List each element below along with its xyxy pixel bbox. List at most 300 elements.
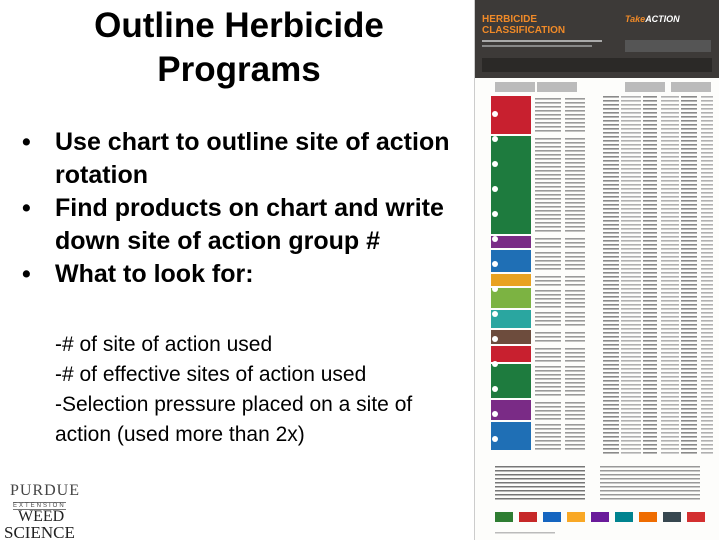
poster-text-line xyxy=(701,424,713,426)
poster-footer xyxy=(475,460,719,540)
poster-text-line xyxy=(701,120,713,122)
poster-text-line xyxy=(661,176,679,178)
poster-text-line xyxy=(535,246,561,248)
poster-text-line xyxy=(535,386,561,388)
poster-text-line xyxy=(681,168,697,170)
poster-text-line xyxy=(535,162,561,164)
poster-text-line xyxy=(603,320,619,322)
poster-text-line xyxy=(643,200,657,202)
poster-text-line xyxy=(535,146,561,148)
poster-text-line xyxy=(535,316,561,318)
poster-text-line xyxy=(535,414,561,416)
poster-text-line xyxy=(661,160,679,162)
poster-text-line xyxy=(643,408,657,410)
poster-text-line xyxy=(661,432,679,434)
poster-text-line xyxy=(621,336,641,338)
poster-text-line xyxy=(681,160,697,162)
poster-text-line xyxy=(621,108,641,110)
poster-text-line xyxy=(643,136,657,138)
poster-text-line xyxy=(565,256,585,258)
poster-text-line xyxy=(603,392,619,394)
poster-text-line xyxy=(603,284,619,286)
sub-item: -# of site of action used xyxy=(55,333,273,356)
poster-text-line xyxy=(661,412,679,414)
poster-text-line xyxy=(535,222,561,224)
poster-text-line xyxy=(643,424,657,426)
poster-text-line xyxy=(565,294,585,296)
poster-text-line xyxy=(535,202,561,204)
poster-text-line xyxy=(565,198,585,200)
poster-text-line xyxy=(681,232,697,234)
poster-text-line xyxy=(603,380,619,382)
poster-text-line xyxy=(681,296,697,298)
poster-text-line xyxy=(643,388,657,390)
poster-text-line xyxy=(701,172,713,174)
poster-text-line xyxy=(661,228,679,230)
poster-text-line xyxy=(643,232,657,234)
poster-text-line xyxy=(643,208,657,210)
poster-text-line xyxy=(643,220,657,222)
poster-header xyxy=(475,0,719,78)
poster-text-line xyxy=(621,220,641,222)
poster-text-line xyxy=(643,308,657,310)
poster-text-line xyxy=(661,152,679,154)
poster-text-line xyxy=(701,340,713,342)
poster-text-line xyxy=(643,356,657,358)
poster-text-line xyxy=(621,320,641,322)
poster-text-line xyxy=(661,280,679,282)
poster-text-line xyxy=(661,296,679,298)
sponsor-logo xyxy=(591,512,609,522)
poster-text-line xyxy=(661,224,679,226)
poster-text-line xyxy=(535,256,561,258)
poster-text-line xyxy=(643,292,657,294)
poster-footer-text xyxy=(600,466,700,468)
poster-text-line xyxy=(681,212,697,214)
herbicide-classification-poster xyxy=(474,0,719,540)
bullet-item: • Find products on chart and write down site of action group # xyxy=(22,194,444,255)
poster-text-line xyxy=(681,100,697,102)
poster-text-line xyxy=(535,126,561,128)
poster-text-line xyxy=(565,414,585,416)
poster-text-line xyxy=(565,360,585,362)
poster-text-line xyxy=(603,200,619,202)
poster-text-line xyxy=(661,324,679,326)
poster-text-line xyxy=(603,96,619,98)
poster-text-line xyxy=(681,228,697,230)
poster-text-line xyxy=(701,272,713,274)
poster-text-line xyxy=(535,98,561,100)
poster-text-line xyxy=(681,124,697,126)
poster-text-line xyxy=(701,448,713,450)
poster-text-line xyxy=(643,304,657,306)
poster-text-line xyxy=(621,420,641,422)
poster-footer-text xyxy=(600,478,700,480)
poster-text-line xyxy=(681,128,697,130)
poster-text-line xyxy=(603,132,619,134)
poster-text-line xyxy=(565,440,585,442)
poster-text-line xyxy=(621,328,641,330)
poster-text-line xyxy=(621,452,641,454)
poster-text-line xyxy=(661,288,679,290)
poster-text-line xyxy=(565,170,585,172)
poster-text-line xyxy=(565,316,585,318)
poster-text-line xyxy=(603,324,619,326)
poster-group-marker xyxy=(492,111,498,117)
poster-text-line xyxy=(535,336,561,338)
poster-text-line xyxy=(643,312,657,314)
poster-text-line xyxy=(661,336,679,338)
poster-footer-text xyxy=(495,470,585,472)
poster-text-line xyxy=(565,226,585,228)
poster-text-line xyxy=(643,188,657,190)
poster-text-line xyxy=(603,220,619,222)
poster-text-line xyxy=(643,256,657,258)
poster-text-line xyxy=(661,420,679,422)
poster-text-line xyxy=(661,100,679,102)
poster-text-line xyxy=(643,288,657,290)
poster-text-line xyxy=(681,208,697,210)
poster-text-line xyxy=(681,320,697,322)
poster-text-line xyxy=(661,364,679,366)
poster-text-line xyxy=(535,230,561,232)
poster-text-line xyxy=(643,332,657,334)
poster-text-line xyxy=(661,164,679,166)
poster-group-band xyxy=(491,250,531,272)
poster-text-line xyxy=(643,96,657,98)
bullet-dot-icon: • xyxy=(22,260,31,288)
poster-text-line xyxy=(643,432,657,434)
poster-text-line xyxy=(603,192,619,194)
poster-text-line xyxy=(603,340,619,342)
poster-text-line xyxy=(535,432,561,434)
poster-text-line xyxy=(621,384,641,386)
poster-footer-text xyxy=(600,486,700,488)
poster-col-header xyxy=(671,82,711,92)
poster-text-line xyxy=(701,420,713,422)
poster-text-line xyxy=(643,124,657,126)
poster-group-marker xyxy=(492,161,498,167)
poster-text-line xyxy=(701,300,713,302)
poster-text-line xyxy=(701,404,713,406)
poster-text-line xyxy=(661,256,679,258)
poster-text-line xyxy=(661,356,679,358)
poster-text-line xyxy=(565,238,585,240)
poster-text-line xyxy=(701,292,713,294)
poster-text-line xyxy=(621,372,641,374)
poster-text-line xyxy=(681,152,697,154)
poster-text-line xyxy=(701,284,713,286)
poster-text-line xyxy=(621,288,641,290)
poster-text-line xyxy=(661,244,679,246)
poster-text-line xyxy=(701,200,713,202)
poster-text-line xyxy=(565,424,585,426)
poster-text-line xyxy=(621,192,641,194)
poster-footer-text xyxy=(495,466,585,468)
poster-text-line xyxy=(701,144,713,146)
poster-text-line xyxy=(535,378,561,380)
poster-text-line xyxy=(565,366,585,368)
poster-text-line xyxy=(621,440,641,442)
sponsor-logo xyxy=(567,512,585,522)
poster-text-line xyxy=(681,248,697,250)
poster-text-line xyxy=(643,440,657,442)
poster-text-line xyxy=(701,180,713,182)
poster-text-line xyxy=(701,156,713,158)
poster-text-line xyxy=(643,176,657,178)
poster-text-line xyxy=(643,100,657,102)
poster-text-line xyxy=(681,308,697,310)
poster-text-line xyxy=(603,280,619,282)
poster-text-line xyxy=(701,168,713,170)
poster-text-line xyxy=(535,332,561,334)
poster-text-line xyxy=(661,436,679,438)
poster-text-line xyxy=(565,130,585,132)
poster-text-line xyxy=(535,352,561,354)
slide-title xyxy=(0,4,478,92)
poster-text-line xyxy=(621,380,641,382)
poster-text-line xyxy=(621,248,641,250)
poster-text-line xyxy=(565,444,585,446)
poster-text-line xyxy=(535,170,561,172)
poster-text-line xyxy=(621,176,641,178)
poster-footer-text xyxy=(495,498,585,500)
poster-text-line xyxy=(603,304,619,306)
poster-text-line xyxy=(621,296,641,298)
poster-text-line xyxy=(603,176,619,178)
poster-text-line xyxy=(661,348,679,350)
poster-text-line xyxy=(565,320,585,322)
poster-text-line xyxy=(535,290,561,292)
poster-text-line xyxy=(661,192,679,194)
poster-text-line xyxy=(681,304,697,306)
poster-text-line xyxy=(565,178,585,180)
poster-text-line xyxy=(701,336,713,338)
poster-text-line xyxy=(565,260,585,262)
poster-footer-text xyxy=(495,482,585,484)
poster-text-line xyxy=(621,124,641,126)
poster-group-marker xyxy=(492,361,498,367)
poster-text-line xyxy=(643,384,657,386)
poster-text-line xyxy=(661,236,679,238)
poster-text-line xyxy=(661,172,679,174)
poster-text-line xyxy=(621,360,641,362)
poster-text-line xyxy=(661,452,679,454)
poster-text-line xyxy=(701,164,713,166)
poster-group-band xyxy=(491,400,531,420)
poster-text-line xyxy=(621,412,641,414)
poster-text-line xyxy=(621,292,641,294)
poster-text-line xyxy=(535,102,561,104)
poster-text-line xyxy=(643,344,657,346)
poster-text-line xyxy=(535,410,561,412)
poster-text-line xyxy=(565,312,585,314)
poster-text-line xyxy=(603,124,619,126)
poster-text-line xyxy=(701,104,713,106)
poster-header-bar xyxy=(482,58,712,72)
poster-text-line xyxy=(565,340,585,342)
poster-text-line xyxy=(681,368,697,370)
poster-text-line xyxy=(603,292,619,294)
poster-text-line xyxy=(643,240,657,242)
poster-text-line xyxy=(621,240,641,242)
poster-text-line xyxy=(565,98,585,100)
poster-text-line xyxy=(621,300,641,302)
poster-text-line xyxy=(535,242,561,244)
poster-text-line xyxy=(535,356,561,358)
poster-text-line xyxy=(603,172,619,174)
poster-text-line xyxy=(701,324,713,326)
poster-text-line xyxy=(535,302,561,304)
poster-text-line xyxy=(535,206,561,208)
poster-text-line xyxy=(621,120,641,122)
poster-text-line xyxy=(681,404,697,406)
poster-text-line xyxy=(681,268,697,270)
poster-text-line xyxy=(681,348,697,350)
poster-text-line xyxy=(643,404,657,406)
poster-footer-text xyxy=(495,486,585,488)
sponsor-logo xyxy=(495,512,513,522)
poster-text-line xyxy=(701,280,713,282)
poster-text-line xyxy=(565,154,585,156)
poster-group-marker xyxy=(492,286,498,292)
poster-text-line xyxy=(603,400,619,402)
poster-text-line xyxy=(701,232,713,234)
poster-text-line xyxy=(701,416,713,418)
poster-text-line xyxy=(701,116,713,118)
poster-text-line xyxy=(701,244,713,246)
poster-text-line xyxy=(681,164,697,166)
poster-text-line xyxy=(643,172,657,174)
poster-text-line xyxy=(603,360,619,362)
poster-text-line xyxy=(643,420,657,422)
poster-text-line xyxy=(565,206,585,208)
poster-text-line xyxy=(701,136,713,138)
poster-text-line xyxy=(621,400,641,402)
poster-text-line xyxy=(701,348,713,350)
poster-text-line xyxy=(643,260,657,262)
poster-text-line xyxy=(603,308,619,310)
poster-text-line xyxy=(681,324,697,326)
poster-text-line xyxy=(535,424,561,426)
poster-text-line xyxy=(681,336,697,338)
poster-text-line xyxy=(621,432,641,434)
poster-text-line xyxy=(535,158,561,160)
poster-text-line xyxy=(681,220,697,222)
poster-text-line xyxy=(701,364,713,366)
poster-text-line xyxy=(565,276,585,278)
poster-text-line xyxy=(621,264,641,266)
poster-text-line xyxy=(701,384,713,386)
poster-text-line xyxy=(681,400,697,402)
poster-text-line xyxy=(621,364,641,366)
logo-line-4: SCIENCE xyxy=(4,523,75,542)
poster-text-line xyxy=(603,332,619,334)
poster-text-line xyxy=(661,136,679,138)
poster-text-line xyxy=(621,444,641,446)
poster-text-line xyxy=(643,364,657,366)
poster-text-line xyxy=(661,216,679,218)
title-line-1: Outline Herbicide xyxy=(94,6,384,45)
poster-text-line xyxy=(643,368,657,370)
poster-text-line xyxy=(701,140,713,142)
poster-text-line xyxy=(643,324,657,326)
poster-text-line xyxy=(643,360,657,362)
poster-text-line xyxy=(661,352,679,354)
poster-text-line xyxy=(643,248,657,250)
poster-col-header xyxy=(495,82,535,92)
poster-text-line xyxy=(681,332,697,334)
poster-text-line xyxy=(701,152,713,154)
poster-text-line xyxy=(681,300,697,302)
poster-group-marker xyxy=(492,236,498,242)
sub-list xyxy=(55,330,475,450)
poster-text-line xyxy=(661,388,679,390)
poster-group-marker xyxy=(492,311,498,317)
poster-text-line xyxy=(701,392,713,394)
poster-text-line xyxy=(535,448,561,450)
poster-text-line xyxy=(565,252,585,254)
poster-text-line xyxy=(603,316,619,318)
poster-footer-text xyxy=(495,532,555,534)
poster-text-line xyxy=(621,96,641,98)
poster-text-line xyxy=(661,340,679,342)
poster-text-line xyxy=(535,418,561,420)
poster-text-line xyxy=(535,390,561,392)
poster-text-line xyxy=(681,180,697,182)
poster-text-line xyxy=(565,406,585,408)
poster-text-line xyxy=(535,444,561,446)
poster-text-line xyxy=(681,196,697,198)
poster-text-line xyxy=(621,436,641,438)
poster-text-line xyxy=(643,340,657,342)
sub-item: action (used more than 2x) xyxy=(55,423,305,446)
poster-text-line xyxy=(565,264,585,266)
poster-text-line xyxy=(661,384,679,386)
poster-text-line xyxy=(643,320,657,322)
poster-text-line xyxy=(661,128,679,130)
poster-footer-text xyxy=(600,494,700,496)
poster-text-line xyxy=(701,96,713,98)
poster-text-line xyxy=(643,180,657,182)
poster-text-line xyxy=(621,344,641,346)
bullet-item: • What to look for: xyxy=(22,258,472,291)
poster-text-line xyxy=(681,392,697,394)
poster-text-line xyxy=(661,308,679,310)
poster-text-line xyxy=(681,132,697,134)
poster-text-line xyxy=(701,248,713,250)
poster-text-line xyxy=(535,174,561,176)
poster-text-line xyxy=(701,132,713,134)
poster-footer-text xyxy=(600,482,700,484)
poster-text-line xyxy=(701,396,713,398)
poster-text-line xyxy=(535,276,561,278)
poster-text-line xyxy=(603,300,619,302)
poster-text-line xyxy=(603,252,619,254)
poster-text-line xyxy=(621,116,641,118)
poster-text-line xyxy=(621,448,641,450)
logo-line-3: WEED xyxy=(18,508,65,525)
poster-text-line xyxy=(661,248,679,250)
poster-footer-text xyxy=(600,498,700,500)
poster-footer-text xyxy=(600,470,700,472)
poster-text-line xyxy=(603,104,619,106)
poster-text-line xyxy=(535,106,561,108)
poster-text-line xyxy=(701,228,713,230)
poster-text-line xyxy=(603,364,619,366)
poster-text-line xyxy=(681,192,697,194)
poster-text-line xyxy=(681,452,697,454)
